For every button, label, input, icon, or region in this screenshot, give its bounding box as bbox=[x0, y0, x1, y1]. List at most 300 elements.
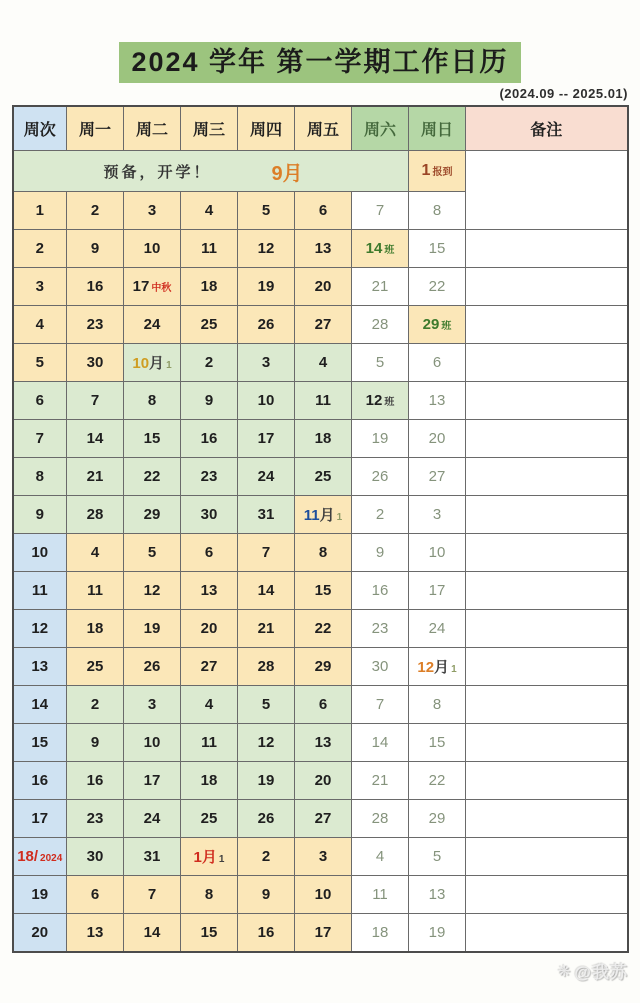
remark-cell bbox=[466, 151, 628, 230]
day-cell bbox=[409, 534, 466, 572]
day-cell bbox=[124, 230, 181, 268]
day-cell bbox=[409, 344, 466, 382]
cell-text: 13 bbox=[200, 582, 218, 600]
week-number-cell bbox=[13, 914, 67, 953]
cell-text: 29 bbox=[428, 810, 446, 828]
cell-text: 27 bbox=[314, 810, 332, 828]
day-cell bbox=[181, 876, 238, 914]
cell-text: 2 bbox=[261, 848, 271, 866]
day-cell bbox=[238, 610, 295, 648]
column-header-周日: 周日 bbox=[409, 106, 466, 151]
week-number-cell bbox=[13, 458, 67, 496]
day-cell bbox=[409, 572, 466, 610]
day-cell bbox=[295, 192, 352, 230]
calendar-week-row bbox=[13, 610, 628, 648]
cell-text: 1 bbox=[421, 162, 431, 180]
month-banner-row bbox=[13, 151, 628, 192]
calendar-week-row bbox=[13, 572, 628, 610]
cell-text: 14 bbox=[86, 430, 104, 448]
week-number-cell bbox=[13, 306, 67, 344]
day-cell bbox=[352, 724, 409, 762]
cell-text: 22 bbox=[428, 278, 446, 296]
cell-text: 28 bbox=[257, 658, 275, 676]
day-cell bbox=[238, 534, 295, 572]
week-number-cell bbox=[13, 344, 67, 382]
cell-text: 26 bbox=[371, 468, 389, 486]
calendar-table bbox=[12, 105, 629, 953]
day-cell bbox=[124, 876, 181, 914]
day-cell bbox=[67, 344, 124, 382]
cell-text: 30 bbox=[86, 848, 104, 866]
cell-text: 4 bbox=[204, 696, 214, 714]
day-cell bbox=[238, 800, 295, 838]
cell-text: 11 bbox=[201, 734, 217, 752]
remark-cell bbox=[466, 230, 628, 268]
cell-text: 中秋 bbox=[151, 283, 172, 295]
day-cell bbox=[124, 648, 181, 686]
day-cell bbox=[352, 534, 409, 572]
day-cell bbox=[67, 610, 124, 648]
cell-text: 2024 bbox=[40, 853, 63, 865]
remark-cell bbox=[466, 800, 628, 838]
cell-text: 9 bbox=[35, 506, 44, 524]
watermark-text: @我苏 bbox=[574, 963, 628, 982]
cell-text: 8 bbox=[35, 468, 44, 486]
day-cell bbox=[295, 572, 352, 610]
day-cell bbox=[295, 534, 352, 572]
remark-cell bbox=[466, 344, 628, 382]
day-cell bbox=[67, 534, 124, 572]
cell-text: 24 bbox=[428, 620, 446, 638]
cell-text: 8 bbox=[204, 886, 214, 904]
remark-cell bbox=[466, 572, 628, 610]
cell-text: 13 bbox=[314, 734, 332, 752]
cell-text: 18 bbox=[200, 278, 218, 296]
cell-text: 6 bbox=[35, 392, 44, 410]
day-cell bbox=[409, 382, 466, 420]
cell-text: 15 bbox=[428, 734, 446, 752]
cell-text: 12 bbox=[143, 582, 161, 600]
day-cell bbox=[352, 762, 409, 800]
day-cell bbox=[238, 572, 295, 610]
cell-text: 10 bbox=[143, 240, 161, 258]
cell-text: 13 bbox=[428, 392, 446, 410]
cell-text: 31 bbox=[257, 506, 275, 524]
cell-text: 20 bbox=[314, 278, 332, 296]
cell-text: 5 bbox=[261, 696, 271, 714]
watermark-logo-icon: ❋ bbox=[557, 962, 572, 980]
day-cell bbox=[67, 306, 124, 344]
day-cell bbox=[352, 458, 409, 496]
date-range: (2024.09 -- 2025.01) bbox=[499, 86, 628, 102]
day-cell bbox=[67, 686, 124, 724]
cell-text: 8 bbox=[432, 696, 442, 714]
remark-cell bbox=[466, 686, 628, 724]
cell-text: 30 bbox=[86, 354, 104, 372]
day-cell bbox=[124, 762, 181, 800]
week-number-cell bbox=[13, 762, 67, 800]
day-cell bbox=[67, 382, 124, 420]
day-cell bbox=[238, 344, 295, 382]
day-cell bbox=[295, 648, 352, 686]
day-cell bbox=[295, 876, 352, 914]
week-number-cell bbox=[13, 838, 67, 876]
cell-text: 16 bbox=[31, 772, 49, 790]
day-cell bbox=[181, 572, 238, 610]
day-cell bbox=[124, 724, 181, 762]
remark-cell bbox=[466, 458, 628, 496]
calendar-header-row bbox=[13, 106, 628, 151]
cell-text: 26 bbox=[143, 658, 161, 676]
cell-text: 16 bbox=[257, 924, 275, 942]
remark-cell bbox=[466, 306, 628, 344]
cell-text: 16 bbox=[86, 278, 104, 296]
day-cell bbox=[181, 192, 238, 230]
cell-text: 23 bbox=[200, 468, 218, 486]
day-cell bbox=[181, 724, 238, 762]
remark-cell bbox=[466, 648, 628, 686]
cell-text: 18 bbox=[200, 772, 218, 790]
cell-text: 班 bbox=[441, 321, 452, 333]
cell-text: 8 bbox=[318, 544, 328, 562]
day-cell bbox=[352, 306, 409, 344]
cell-text: 28 bbox=[371, 810, 389, 828]
column-header-备注: 备注 bbox=[466, 106, 628, 151]
day-cell bbox=[67, 420, 124, 458]
cell-text: 7 bbox=[261, 544, 271, 562]
calendar-week-row bbox=[13, 762, 628, 800]
cell-text: 24 bbox=[143, 810, 161, 828]
day-cell bbox=[181, 610, 238, 648]
column-header-周次: 周次 bbox=[13, 106, 67, 151]
day-cell bbox=[181, 458, 238, 496]
day-cell bbox=[352, 230, 409, 268]
cell-text: 15 bbox=[314, 582, 332, 600]
day-cell bbox=[181, 344, 238, 382]
cell-text: 14 bbox=[31, 696, 49, 714]
remark-cell bbox=[466, 876, 628, 914]
cell-text: 19 bbox=[257, 772, 275, 790]
cell-text: 19 bbox=[143, 620, 161, 638]
cell-text: 6 bbox=[318, 202, 328, 220]
calendar-week-row bbox=[13, 420, 628, 458]
remark-cell bbox=[466, 838, 628, 876]
day-cell bbox=[409, 306, 466, 344]
cell-text: 27 bbox=[314, 316, 332, 334]
cell-text: 11 bbox=[315, 392, 331, 410]
day-cell bbox=[295, 800, 352, 838]
day-cell bbox=[124, 268, 181, 306]
day-cell bbox=[352, 268, 409, 306]
day-cell bbox=[295, 230, 352, 268]
week-number-cell bbox=[13, 420, 67, 458]
cell-text: 27 bbox=[428, 468, 446, 486]
day-cell bbox=[238, 762, 295, 800]
cell-text: 9 bbox=[204, 392, 214, 410]
day-cell bbox=[352, 610, 409, 648]
day-cell bbox=[352, 914, 409, 953]
calendar-week-row bbox=[13, 458, 628, 496]
cell-text: 25 bbox=[200, 810, 218, 828]
day-cell bbox=[67, 724, 124, 762]
cell-text: 20 bbox=[31, 924, 49, 942]
cell-text: 26 bbox=[257, 810, 275, 828]
cell-text: 11 bbox=[201, 240, 217, 258]
cell-text: 5 bbox=[261, 202, 271, 220]
cell-text: 月 bbox=[149, 355, 165, 373]
day-cell bbox=[238, 648, 295, 686]
cell-text: 14 bbox=[143, 924, 161, 942]
cell-text: 19 bbox=[257, 278, 275, 296]
day-cell bbox=[352, 572, 409, 610]
day-cell bbox=[181, 496, 238, 534]
day-cell bbox=[352, 344, 409, 382]
calendar-week-row bbox=[13, 230, 628, 268]
day-cell bbox=[352, 800, 409, 838]
day-cell bbox=[67, 762, 124, 800]
day-cell bbox=[124, 192, 181, 230]
week-number-cell bbox=[13, 268, 67, 306]
week-number-cell bbox=[13, 534, 67, 572]
day-cell bbox=[67, 192, 124, 230]
cell-text: 10 bbox=[257, 392, 275, 410]
page-title: 2024 学年 第一学期工作日历 bbox=[119, 42, 520, 83]
day-cell bbox=[409, 420, 466, 458]
calendar-week-row bbox=[13, 724, 628, 762]
cell-text: 10 bbox=[143, 734, 161, 752]
day-cell bbox=[295, 762, 352, 800]
cell-text: 9 bbox=[261, 886, 271, 904]
title-bar bbox=[0, 42, 640, 83]
cell-text: 18 bbox=[314, 430, 332, 448]
cell-text: 25 bbox=[86, 658, 104, 676]
day-cell bbox=[409, 648, 466, 686]
cell-text: 29 bbox=[422, 316, 440, 334]
day-cell bbox=[238, 876, 295, 914]
cell-text: 11 bbox=[31, 582, 48, 600]
week-number-cell bbox=[13, 382, 67, 420]
day-cell bbox=[409, 496, 466, 534]
day-cell bbox=[295, 458, 352, 496]
cell-text: 10 bbox=[132, 355, 150, 373]
day-cell bbox=[124, 914, 181, 953]
cell-text: 4 bbox=[375, 848, 385, 866]
cell-text: 23 bbox=[86, 810, 104, 828]
cell-text: 21 bbox=[371, 772, 389, 790]
day-cell bbox=[238, 724, 295, 762]
day-cell bbox=[124, 306, 181, 344]
day-cell bbox=[124, 800, 181, 838]
cell-text: 2 bbox=[35, 240, 44, 258]
column-header-周三: 周三 bbox=[181, 106, 238, 151]
day-cell bbox=[295, 914, 352, 953]
day-cell bbox=[124, 458, 181, 496]
cell-text: 15 bbox=[143, 430, 161, 448]
cell-text: 1 bbox=[166, 360, 172, 372]
cell-text: 14 bbox=[257, 582, 275, 600]
week-number-cell bbox=[13, 572, 67, 610]
day-cell bbox=[181, 268, 238, 306]
cell-text: 19 bbox=[31, 886, 49, 904]
day-cell bbox=[238, 420, 295, 458]
cell-text: 15 bbox=[31, 734, 49, 752]
day-cell bbox=[181, 420, 238, 458]
day-cell bbox=[67, 458, 124, 496]
cell-text: 12 bbox=[257, 240, 275, 258]
cell-text: 21 bbox=[371, 278, 389, 296]
day-cell bbox=[124, 534, 181, 572]
calendar-week-row bbox=[13, 382, 628, 420]
cell-text: 21 bbox=[257, 620, 275, 638]
day-cell bbox=[124, 572, 181, 610]
remark-cell bbox=[466, 382, 628, 420]
calendar-week-row bbox=[13, 876, 628, 914]
cell-text: 3 bbox=[147, 696, 157, 714]
remark-cell bbox=[466, 724, 628, 762]
day-cell bbox=[181, 230, 238, 268]
cell-text: 8 bbox=[432, 202, 442, 220]
day-cell bbox=[124, 686, 181, 724]
cell-text: 5 bbox=[375, 354, 385, 372]
day-cell bbox=[295, 610, 352, 648]
day-cell bbox=[352, 496, 409, 534]
day-cell bbox=[67, 496, 124, 534]
cell-text: 15 bbox=[200, 924, 218, 942]
cell-text: 13 bbox=[428, 886, 446, 904]
semester-start-label: 预备，开学！ bbox=[103, 163, 212, 181]
calendar-week-row bbox=[13, 800, 628, 838]
day-cell bbox=[181, 306, 238, 344]
week-number-cell bbox=[13, 192, 67, 230]
column-header-周六: 周六 bbox=[352, 106, 409, 151]
day-cell bbox=[409, 724, 466, 762]
week-number-cell bbox=[13, 610, 67, 648]
cell-text: 21 bbox=[86, 468, 104, 486]
cell-text: 月 bbox=[434, 659, 450, 677]
day-cell bbox=[67, 838, 124, 876]
remark-cell bbox=[466, 496, 628, 534]
day-cell bbox=[238, 306, 295, 344]
cell-text: 14 bbox=[371, 734, 389, 752]
cell-text: 3 bbox=[261, 354, 271, 372]
cell-text: 7 bbox=[375, 696, 385, 714]
cell-text: 16 bbox=[371, 582, 389, 600]
cell-text: 12 bbox=[365, 392, 383, 410]
cell-text: 6 bbox=[318, 696, 328, 714]
day-cell bbox=[238, 838, 295, 876]
remark-cell bbox=[466, 420, 628, 458]
day-cell bbox=[181, 382, 238, 420]
day-cell bbox=[352, 192, 409, 230]
day-cell bbox=[409, 610, 466, 648]
day-cell bbox=[295, 838, 352, 876]
day-cell bbox=[409, 192, 466, 230]
cell-text: 4 bbox=[90, 544, 100, 562]
column-header-周四: 周四 bbox=[238, 106, 295, 151]
cell-text: 22 bbox=[314, 620, 332, 638]
remark-cell bbox=[466, 268, 628, 306]
calendar-week-row bbox=[13, 914, 628, 953]
cell-text: 2 bbox=[204, 354, 214, 372]
cell-text: 29 bbox=[314, 658, 332, 676]
cell-text: 22 bbox=[428, 772, 446, 790]
cell-text: 31 bbox=[143, 848, 161, 866]
day-cell bbox=[409, 914, 466, 953]
column-header-周一: 周一 bbox=[67, 106, 124, 151]
cell-text: 班 bbox=[384, 397, 395, 409]
cell-text: 22 bbox=[143, 468, 161, 486]
column-header-周五: 周五 bbox=[295, 106, 352, 151]
day-cell bbox=[409, 230, 466, 268]
cell-text: 班 bbox=[384, 245, 395, 257]
calendar-body bbox=[13, 151, 628, 953]
day-cell bbox=[238, 268, 295, 306]
cell-text: 2 bbox=[90, 696, 100, 714]
cell-text: 23 bbox=[86, 316, 104, 334]
day-cell bbox=[238, 382, 295, 420]
cell-text: 17 bbox=[132, 278, 150, 296]
remark-cell bbox=[466, 762, 628, 800]
remark-cell bbox=[466, 534, 628, 572]
cell-text: 4 bbox=[204, 202, 214, 220]
cell-text: 24 bbox=[143, 316, 161, 334]
day-cell bbox=[181, 762, 238, 800]
day-cell bbox=[238, 458, 295, 496]
week-number-cell bbox=[13, 230, 67, 268]
cell-text: 10 bbox=[428, 544, 446, 562]
calendar-week-row bbox=[13, 686, 628, 724]
day-cell bbox=[409, 458, 466, 496]
cell-text: 13 bbox=[314, 240, 332, 258]
day-cell bbox=[238, 192, 295, 230]
month-banner-content bbox=[14, 157, 409, 186]
cell-text: 16 bbox=[200, 430, 218, 448]
day-cell bbox=[295, 306, 352, 344]
day-cell bbox=[124, 496, 181, 534]
day-cell bbox=[295, 724, 352, 762]
day-cell bbox=[67, 572, 124, 610]
cell-text: 2 bbox=[375, 506, 385, 524]
cell-text: 28 bbox=[371, 316, 389, 334]
day-cell bbox=[181, 534, 238, 572]
cell-text: 19 bbox=[371, 430, 389, 448]
day-cell bbox=[181, 838, 238, 876]
day-cell bbox=[67, 914, 124, 953]
day-cell bbox=[409, 268, 466, 306]
day-cell bbox=[238, 686, 295, 724]
day-cell bbox=[295, 686, 352, 724]
calendar-week-row bbox=[13, 838, 628, 876]
cell-text: 3 bbox=[147, 202, 157, 220]
remark-cell bbox=[466, 914, 628, 953]
cell-text: 16 bbox=[86, 772, 104, 790]
day-cell bbox=[67, 268, 124, 306]
cell-text: 7 bbox=[147, 886, 157, 904]
remark-cell bbox=[466, 610, 628, 648]
checkin-cell bbox=[409, 151, 466, 192]
cell-text: 23 bbox=[371, 620, 389, 638]
day-cell bbox=[181, 648, 238, 686]
cell-text: 27 bbox=[200, 658, 218, 676]
cell-text: 13 bbox=[86, 924, 104, 942]
calendar-week-row bbox=[13, 344, 628, 382]
day-cell bbox=[352, 876, 409, 914]
cell-text: 7 bbox=[35, 430, 44, 448]
calendar-week-row bbox=[13, 306, 628, 344]
cell-text: 17 bbox=[428, 582, 446, 600]
cell-text: 29 bbox=[143, 506, 161, 524]
day-cell bbox=[352, 686, 409, 724]
